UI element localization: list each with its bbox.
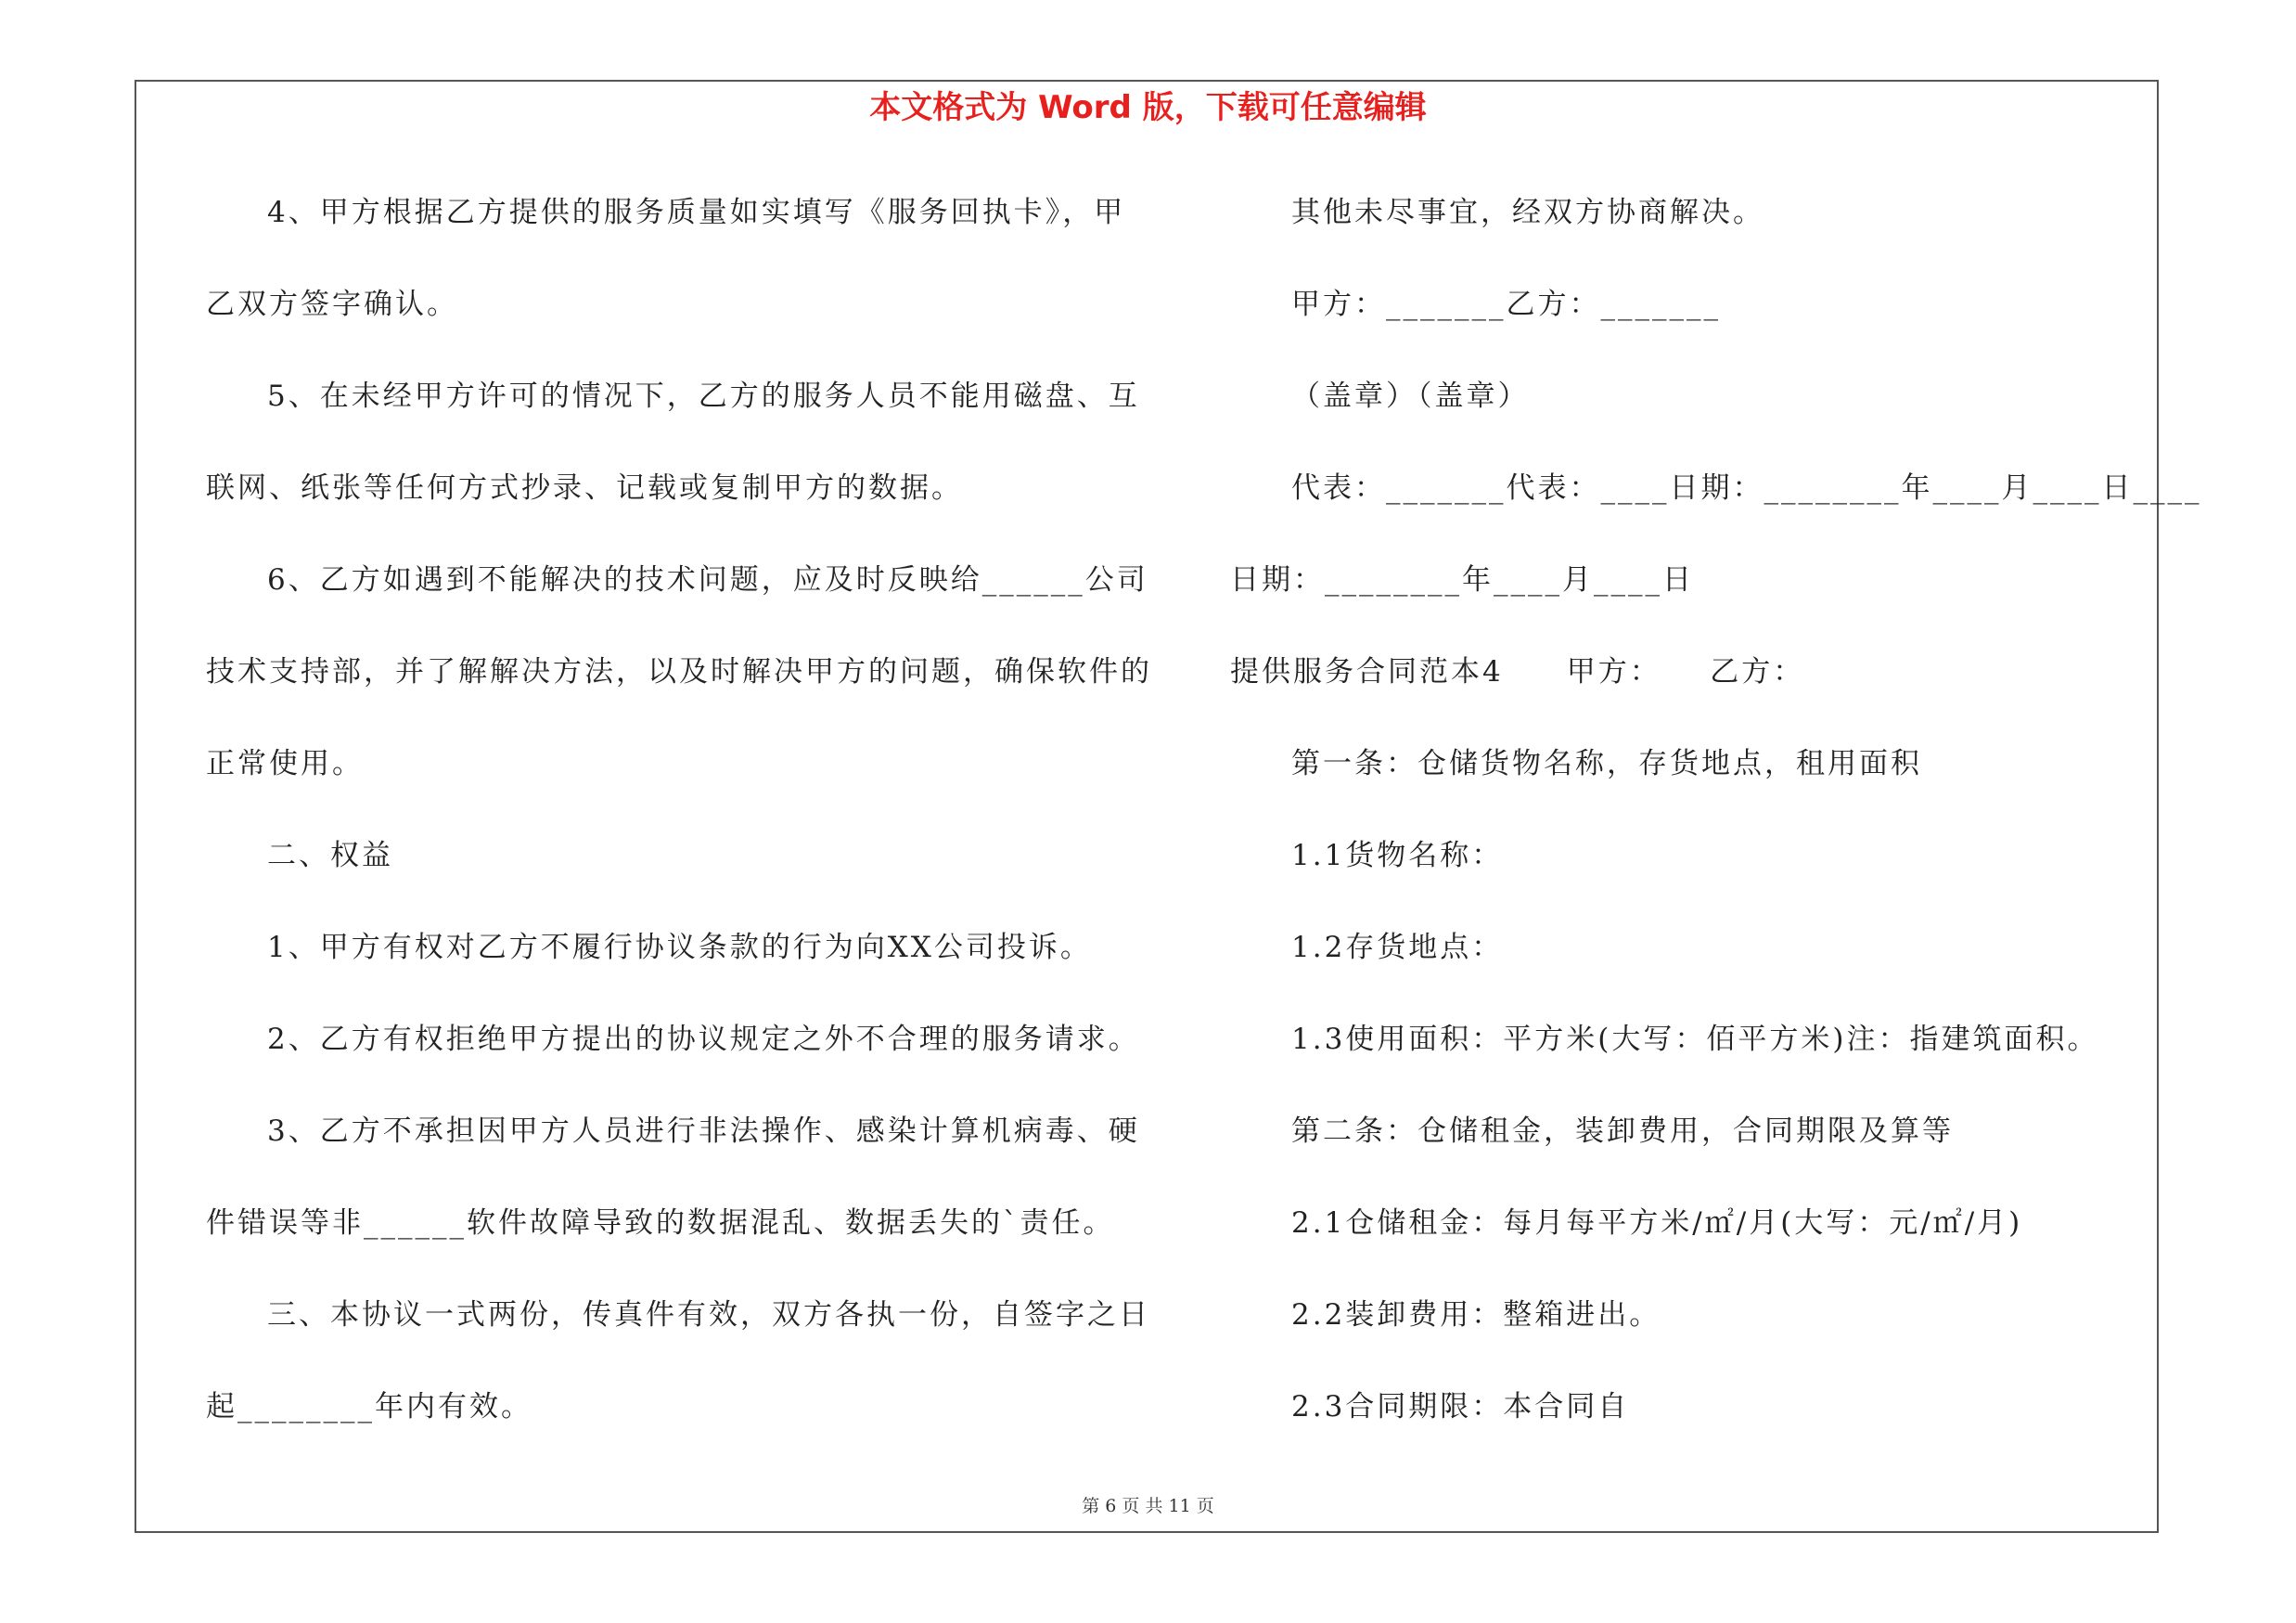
paragraph-line: 3、乙方不承担因甲方人员进行非法操作、感染计算机病毒、硬 [267,1114,1140,1148]
paragraph-line: 起________年内有效。 [206,1390,532,1423]
clause-line: 1.1货物名称： [1291,839,1504,872]
right-column [1230,0,2202,1623]
contract-title-line: 提供服务合同范本4 甲方： 乙方： [1230,655,1805,689]
page-number-footer: 第 6 页 共 11 页 [1082,1496,1214,1516]
paragraph-line: 正常使用。 [206,747,364,780]
clause-line: 2.2装卸费用：整箱进出。 [1291,1298,1661,1332]
article-heading: 第一条：仓储货物名称，存货地点，租用面积 [1291,747,1922,780]
paragraph-line: 6、乙方如遇到不能解决的技术问题，应及时反映给______公司 [267,563,1148,597]
section-heading: 二、权益 [267,839,393,872]
clause-line: 2.1仓储租金：每月每平方米/㎡/月(大写：元/㎡/月) [1291,1206,2023,1240]
representative-date-line: 代表：_______代表：____日期：________年____月____日____ [1291,471,2202,505]
clause-line: 1.3使用面积：平方米(大写：佰平方米)注：指建筑面积。 [1291,1023,2099,1056]
clause-line: 2.3合同期限：本合同自 [1291,1390,1630,1423]
article-heading: 第二条：仓储租金，装卸费用，合同期限及算等 [1291,1114,1954,1148]
paragraph-line: 乙双方签字确认。 [206,288,458,321]
paragraph-line: 件错误等非______软件故障导致的数据混乱、数据丢失的`责任。 [206,1206,1115,1240]
clause-line: 1.2存货地点： [1291,931,1504,964]
paragraph-line: 联网、纸张等任何方式抄录、记载或复制甲方的数据。 [206,471,963,505]
paragraph-line: 技术支持部，并了解解决方法，以及时解决甲方的问题，确保软件的 [206,655,1152,689]
word-format-banner: 本文格式为 Word 版，下载可任意编辑 [869,89,1427,126]
paragraph-line: 其他未尽事宜，经双方协商解决。 [1291,196,1764,229]
paragraph-line: 2、乙方有权拒绝甲方提出的协议规定之外不合理的服务请求。 [267,1023,1140,1056]
signature-line: 甲方：_______乙方：_______ [1291,288,1721,321]
paragraph-line: 三、本协议一式两份，传真件有效，双方各执一份，自签字之日 [267,1298,1150,1332]
seal-line: （盖章）（盖章） [1291,380,1530,413]
paragraph-line: 4、甲方根据乙方提供的服务质量如实填写《服务回执卡》，甲 [267,196,1126,229]
paragraph-line: 1、甲方有权对乙方不履行协议条款的行为向XX公司投诉。 [267,931,1092,964]
date-line: 日期：________年____月____日 [1230,563,1694,597]
paragraph-line: 5、在未经甲方许可的情况下，乙方的服务人员不能用磁盘、互 [267,380,1140,413]
